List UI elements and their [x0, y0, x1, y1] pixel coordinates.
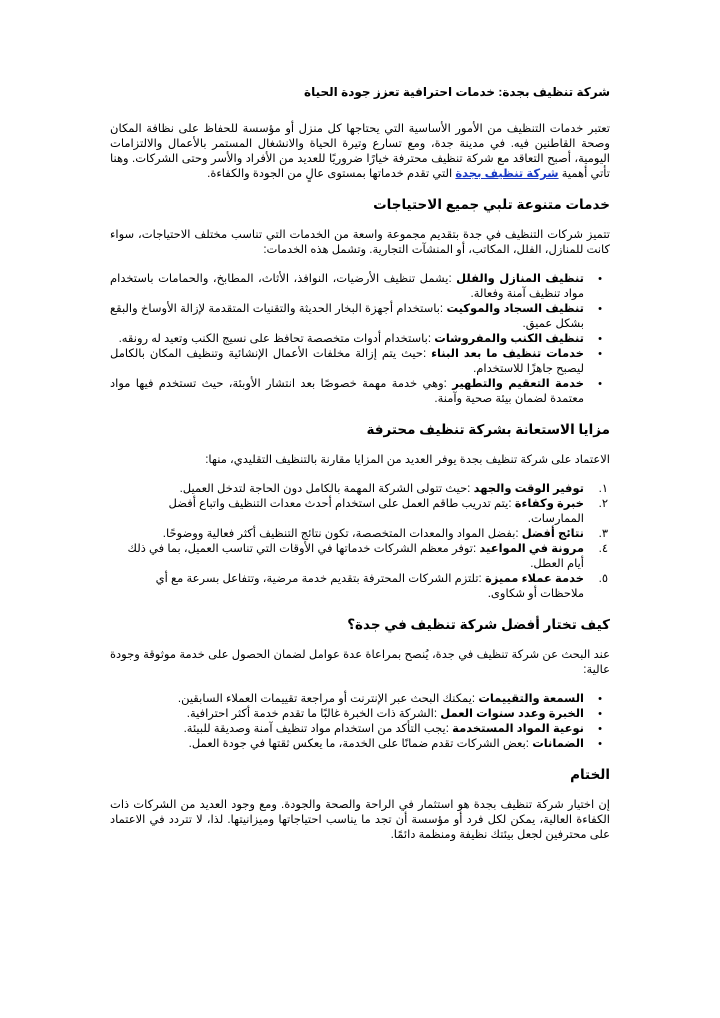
list-item — [110, 572, 608, 602]
item-title: الضمانات — [532, 738, 584, 750]
item-text: :بفضل المواد والمعدات المتخصصة، تكون نتائج التنظيف أكثر فعالية ووضوحًا. — [162, 528, 519, 540]
choose-heading: كيف تختار أفضل شركة تنظيف في جدة؟ — [347, 617, 610, 632]
item-text: :باستخدام أجهزة البخار الحديثة والتقنيات المتقدمة لإزالة الأوساخ والبقع بشكل عميق. — [110, 303, 584, 330]
item-text: :توفر معظم الشركات خدماتها في الأوقات التي تناسب العميل، بما في ذلك أيام العطل. — [127, 543, 584, 570]
item-title: نوعية المواد المستخدمة — [452, 723, 584, 735]
intro-tail: التي تقدم خدماتها بمستوى عالٍ من الجودة والكفاءة. — [207, 168, 453, 180]
services-intro: تتميز شركات التنظيف في جدة بتقديم مجموعة واسعة من الخدمات التي تناسب مختلف الاحتياجات، سواء كانت للمنازل، الفلل، المكاتب، أو المنشآت التجارية. وتشمل هذه الخدمات: — [110, 229, 610, 256]
list-item — [110, 377, 584, 407]
list-item — [110, 302, 584, 332]
services-heading: خدمات متنوعة تلبي جميع الاحتياجات — [373, 197, 610, 212]
intro-paragraph — [110, 122, 610, 182]
item-title: خدمات تنظيف ما بعد البناء — [431, 348, 584, 360]
services-list — [110, 272, 610, 407]
list-item — [110, 332, 584, 347]
item-title: نتائج أفضل — [521, 528, 584, 540]
advantages-list — [110, 482, 610, 602]
item-title: تنظيف المنازل والفلل — [456, 273, 584, 285]
list-item — [110, 482, 608, 497]
item-text: :باستخدام أدوات متخصصة تحافظ على نسيج الكنب وتعيد له رونقه. — [118, 333, 432, 345]
list-item — [110, 722, 584, 737]
intro-text: تعتبر خدمات التنظيف من الأمور الأساسية التي يحتاجها كل منزل أو مؤسسة للحفاظ على نظافة المكان وصحة القاطنين فيه. في مدينة جدة، ومع تسارع وتيرة الحياة والانشغال المستمر بالأعمال والالتزامات اليومية، أصبح التعاقد مع شركة تنظيف محترفة خيارًا ضروريًا للعديد من الأفراد والأسر وحتى الشركات. وهنا تأتي أهمية — [110, 123, 610, 180]
intro-link[interactable]: شركة تنظيف بجدة — [455, 168, 559, 180]
item-text: :يمكنك البحث عبر الإنترنت أو مراجعة تقييمات العملاء السابقين. — [177, 693, 476, 705]
item-number: ٥. — [598, 573, 608, 585]
item-title: السمعة والتقييمات — [478, 693, 584, 705]
item-text: :يتم تدريب طاقم العمل على استخدام أحدث معدات التنظيف واتباع أفضل الممارسات. — [168, 498, 584, 525]
item-text: :حيث تتولى الشركة المهمة بالكامل دون الحاجة لتدخل العميل. — [179, 483, 471, 495]
advantages-intro: الاعتماد على شركة تنظيف بجدة يوفر العديد من المزايا مقارنة بالتنظيف التقليدي، منها: — [205, 454, 610, 466]
item-title: الخبرة وعدد سنوات العمل — [440, 708, 584, 720]
list-item — [110, 347, 584, 377]
item-text: :يشمل تنظيف الأرضيات، النوافذ، الأثاث، المطابخ، والحمامات باستخدام مواد تنظيف آمنة وفعالة. — [110, 273, 584, 300]
item-text: :الشركة ذات الخبرة غالبًا ما تقدم خدمة أكثر احترافية. — [186, 708, 438, 720]
item-text: :تلتزم الشركات المحترفة بتقديم خدمة مرضية، وتتفاعل بسرعة مع أي ملاحظات أو شكاوى. — [155, 573, 584, 600]
item-title: خبرة وكفاءة — [514, 498, 584, 510]
item-text: :وهي خدمة مهمة خصوصًا بعد انتشار الأوبئة، حيث تستخدم فيها مواد معتمدة لضمان بيئة صحية وآمنة. — [110, 378, 584, 405]
advantages-heading: مزايا الاستعانة بشركة تنظيف محترفة — [366, 422, 610, 437]
item-text: :يجب التأكد من استخدام مواد تنظيف آمنة وصديقة للبيئة. — [183, 723, 449, 735]
choose-list — [110, 692, 610, 752]
item-title: تنظيف السجاد والموكيت — [446, 303, 584, 315]
list-item — [110, 707, 584, 722]
list-item — [110, 272, 584, 302]
list-item — [110, 542, 608, 572]
item-number: ٢. — [598, 498, 608, 510]
item-number: ٣. — [598, 528, 608, 540]
item-text: :حيث يتم إزالة مخلفات الأعمال الإنشائية وتنظيف المكان بالكامل ليصبح جاهزًا للاستخدام. — [110, 348, 584, 375]
item-title: تنظيف الكنب والمفروشات — [434, 333, 584, 345]
item-title: توفير الوقت والجهد — [473, 483, 584, 495]
item-title: خدمة عملاء مميزة — [484, 573, 584, 585]
item-title: خدمة التعقيم والتطهير — [452, 378, 584, 390]
list-item — [110, 692, 584, 707]
item-number: ١. — [598, 483, 608, 495]
list-item — [110, 497, 608, 527]
conclusion-heading: الختام — [570, 767, 610, 782]
conclusion-text: إن اختيار شركة تنظيف بجدة هو استثمار في الراحة والصحة والجودة. ومع وجود العديد من الشركات ذات الكفاءة العالية، يمكن لكل فرد أو مؤسسة أن تجد ما يناسب احتياجاتها وميزانيتها. لذا، لا تتردد في الاعتماد على محترفين لجعل بيئتك نظيفة ومنظمة دائمًا. — [110, 799, 610, 841]
document-content — [110, 84, 610, 857]
list-item — [110, 737, 584, 752]
choose-intro: عند البحث عن شركة تنظيف في جدة، يُنصح بمراعاة عدة عوامل لضمان الحصول على خدمة موثوقة وجودة عالية: — [110, 649, 610, 676]
list-item — [110, 527, 608, 542]
item-text: :بعض الشركات تقدم ضمانًا على الخدمة، ما يعكس ثقتها في جودة العمل. — [188, 738, 529, 750]
page-title: شركة تنظيف بجدة: خدمات احترافية تعزز جودة الحياة — [304, 85, 610, 99]
item-number: ٤. — [598, 543, 608, 555]
item-title: مرونة في المواعيد — [479, 543, 584, 555]
